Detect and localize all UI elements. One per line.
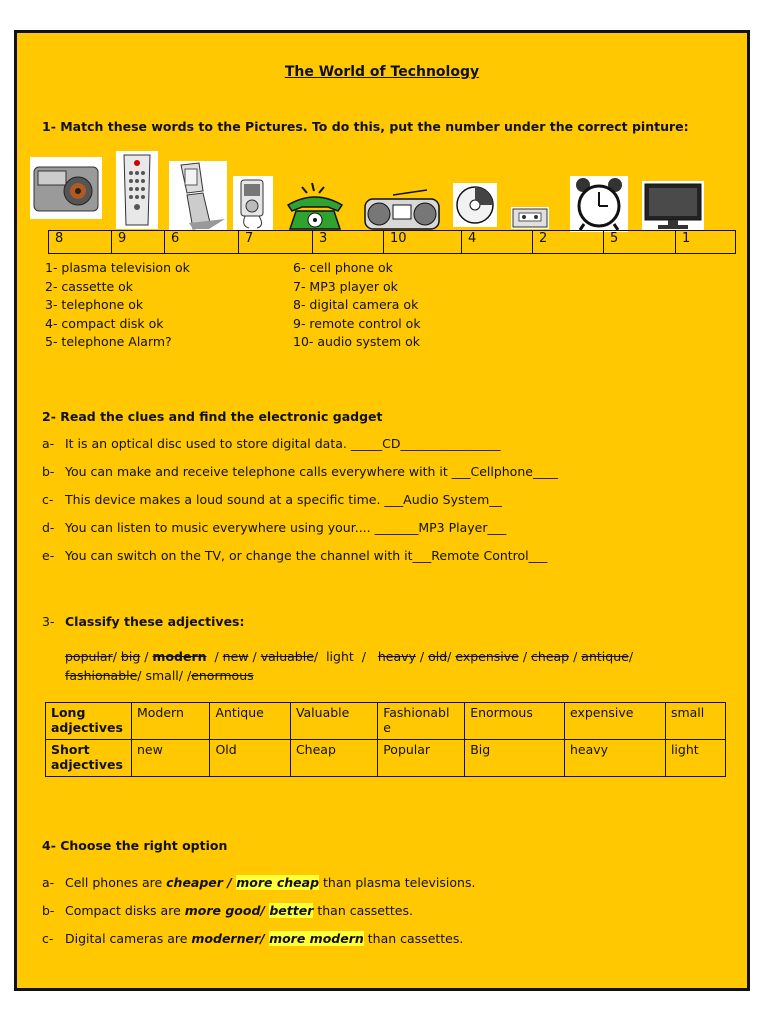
q3-number: 3- — [42, 614, 55, 629]
clue-text: This device makes a loud sound at a specific time. ___Audio System__ — [65, 492, 502, 507]
table-cell[interactable]: Popular — [378, 740, 465, 777]
word-separator: / small/ / — [137, 668, 192, 683]
clue-text: You can switch on the TV, or change the channel with it___Remote Control___ — [65, 548, 548, 563]
crossed-adjective: old — [428, 649, 448, 664]
word-separator: / — [518, 649, 532, 664]
sentence-end: than cassettes. — [313, 903, 413, 918]
crossed-adjective: big — [120, 649, 141, 664]
table-cell[interactable]: heavy — [565, 740, 666, 777]
answer-cell[interactable]: 3 — [313, 231, 384, 254]
word-list-right — [293, 259, 421, 352]
word-separator: / — [415, 649, 429, 664]
option-letter: a- — [42, 875, 55, 890]
table-cell[interactable]: Antique — [210, 703, 290, 740]
row-header-long: Long adjectives — [46, 703, 132, 740]
answer-cell[interactable]: 6 — [165, 231, 239, 254]
crossed-adjective: new — [222, 649, 249, 664]
word-separator: / light / — [313, 649, 378, 664]
radio-icon — [363, 189, 441, 235]
adjective-word-bank-line-2 — [65, 668, 254, 683]
option-correct[interactable]: more modern — [269, 931, 364, 946]
option-correct[interactable]: more cheap — [236, 875, 320, 890]
word-separator: / — [628, 649, 634, 664]
list-item: 1- plasma television ok — [45, 260, 190, 275]
list-item: 5- telephone Alarm? — [45, 334, 172, 349]
word-list-left — [45, 259, 190, 352]
answer-cell[interactable]: 1 — [676, 231, 736, 254]
telephone-icon — [282, 181, 348, 237]
clue-letter: d- — [42, 520, 55, 535]
adjective-table — [45, 702, 726, 777]
answer-cell[interactable]: 10 — [384, 231, 462, 254]
sentence-end: than cassettes. — [363, 931, 464, 946]
sentence-start: Compact disks are — [65, 903, 185, 918]
word-separator: / — [447, 649, 456, 664]
row-header-short: Short adjectives — [46, 740, 132, 777]
word-separator: / — [140, 649, 153, 664]
remote-control-icon — [116, 151, 158, 233]
option-wrong[interactable]: more good/ — [184, 903, 270, 918]
crossed-adjective: cheap — [531, 649, 570, 664]
alarm-clock-icon — [570, 176, 628, 236]
television-icon — [642, 181, 704, 235]
clue-letter: b- — [42, 464, 55, 479]
crossed-adjective: valuable — [260, 649, 314, 664]
word-separator: / — [248, 649, 261, 664]
option-sentence — [65, 903, 413, 918]
option-wrong[interactable]: moderner/ — [191, 931, 270, 946]
table-cell[interactable]: Enormous — [465, 703, 565, 740]
table-row — [46, 740, 726, 777]
answer-cell[interactable]: 2 — [533, 231, 604, 254]
clue-letter: c- — [42, 492, 54, 507]
worksheet — [14, 30, 750, 991]
clue-text: You can make and receive telephone calls everywhere with it ___Cellphone____ — [65, 464, 558, 479]
clue-letter: e- — [42, 548, 55, 563]
list-item: 4- compact disk ok — [45, 315, 164, 331]
option-wrong[interactable]: cheaper / — [166, 875, 237, 890]
table-cell[interactable]: Cheap — [290, 740, 377, 777]
table-cell[interactable]: Big — [465, 740, 565, 777]
table-cell[interactable]: expensive — [565, 703, 666, 740]
option-sentence — [65, 931, 463, 946]
crossed-adjective: popular — [65, 649, 113, 664]
answer-cell[interactable]: 8 — [49, 231, 112, 254]
word-separator: / — [206, 649, 223, 664]
list-item: 2- cassette ok — [45, 278, 134, 294]
word-separator: / — [569, 649, 582, 664]
crossed-adjective: fashionable — [65, 668, 138, 683]
table-cell[interactable]: Old — [210, 740, 290, 777]
list-item: 6- cell phone ok — [293, 260, 393, 275]
q2-heading: 2- Read the clues and find the electronic gadget — [42, 409, 383, 424]
answer-cell[interactable]: 5 — [604, 231, 676, 254]
table-cell[interactable]: Fashionabl e — [378, 703, 465, 740]
crossed-adjective: antique — [581, 649, 629, 664]
clue-text: It is an optical disc used to store digital data. _____CD________________ — [65, 436, 501, 451]
q4-heading: 4- Choose the right option — [42, 838, 228, 853]
option-correct[interactable]: better — [269, 903, 314, 918]
camera-icon — [30, 157, 102, 223]
crossed-adjective: heavy — [377, 649, 416, 664]
cell-phone-icon — [169, 161, 227, 235]
table-cell[interactable]: light — [665, 740, 725, 777]
list-item: 8- digital camera ok — [293, 297, 419, 312]
clue-text: You can listen to music everywhere using your.... _______MP3 Player___ — [65, 520, 507, 535]
crossed-adjective: modern — [152, 649, 207, 664]
q3-heading: Classify these adjectives: — [65, 614, 245, 629]
table-cell[interactable]: small — [665, 703, 725, 740]
sentence-start: Cell phones are — [65, 875, 167, 890]
crossed-adjective: expensive — [455, 649, 519, 664]
option-sentence — [65, 875, 475, 890]
option-letter: c- — [42, 931, 54, 946]
sentence-end: than plasma televisions. — [319, 875, 476, 890]
answer-cell[interactable]: 4 — [462, 231, 533, 254]
answer-cell[interactable]: 7 — [239, 231, 313, 254]
q1-heading: 1- Match these words to the Pictures. To do this, put the number under the correct pinture: — [42, 119, 689, 134]
clue-letter: a- — [42, 436, 55, 451]
sentence-start: Digital cameras are — [65, 931, 192, 946]
table-row — [46, 703, 726, 740]
adjective-word-bank-line-1 — [65, 649, 633, 664]
answer-cell[interactable]: 9 — [112, 231, 165, 254]
option-letter: b- — [42, 903, 55, 918]
page-title: The World of Technology — [284, 64, 480, 80]
table-cell[interactable]: Modern — [132, 703, 210, 740]
compact-disc-icon — [453, 183, 497, 231]
list-item: 9- remote control ok — [293, 315, 421, 331]
number-answer-row — [48, 230, 736, 254]
crossed-adjective: enormous — [191, 668, 254, 683]
list-item: 10- audio system ok — [293, 334, 421, 349]
list-item: 3- telephone ok — [45, 297, 144, 312]
list-item: 7- MP3 player ok — [293, 278, 398, 294]
table-cell[interactable]: new — [132, 740, 210, 777]
word-separator: / — [112, 649, 121, 664]
mp3-player-icon — [233, 176, 273, 234]
table-cell[interactable]: Valuable — [290, 703, 377, 740]
